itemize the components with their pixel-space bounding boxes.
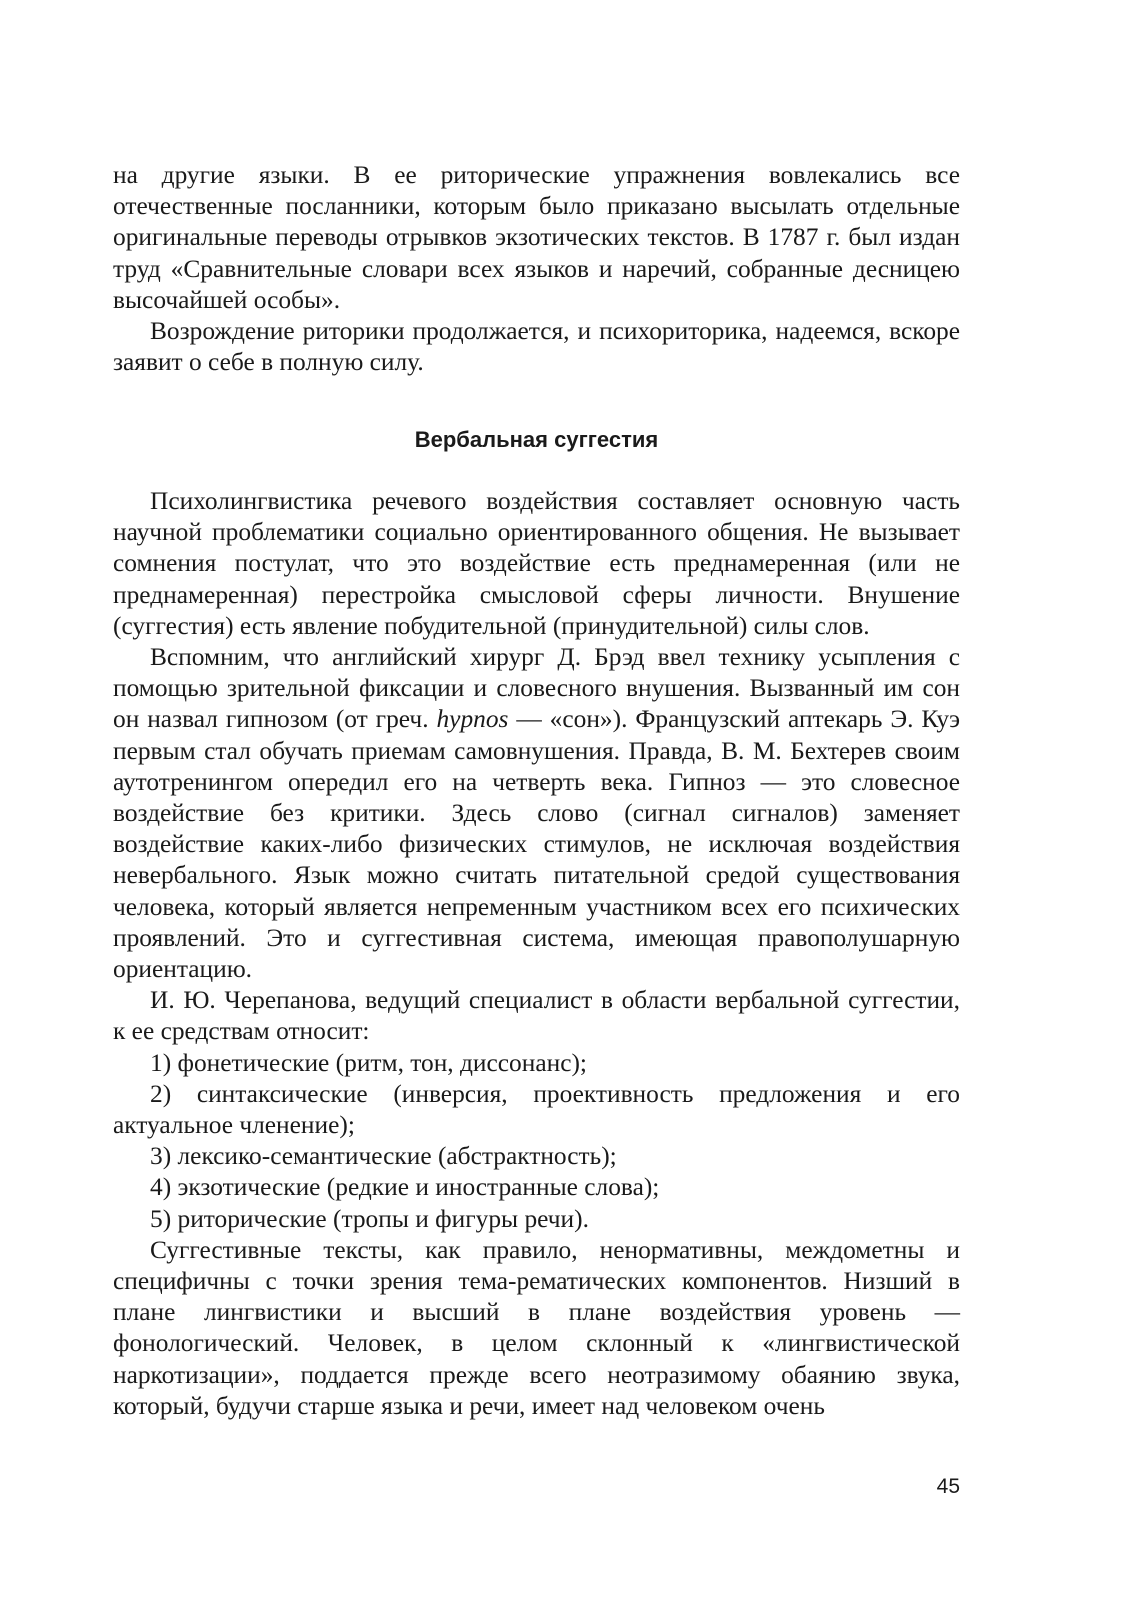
list-item: 1) фонетические (ритм, тон, диссонанс); <box>150 1048 587 1077</box>
continued-text-block <box>113 160 960 378</box>
paragraph-suggestive-texts: Суггестивные тексты, как правило, ненормативны, междометны и специфичны с точки зрения тема-рематических компонентов. Низший в плане лингвистики и высший в плане воздействия уровень — фонологический. Человек, в целом склонный к «лингвистической наркотизации», поддается прежде всего неотразимому обаянию звука, который, будучи старше языка и речи, имеет над человеком очень <box>113 1235 960 1420</box>
paragraph-hypnosis <box>113 642 960 985</box>
list-item: 5) риторические (тропы и фигуры речи). <box>150 1204 589 1233</box>
list-item: 4) экзотические (редкие и иностранные слова); <box>150 1173 660 1202</box>
section-body <box>113 486 960 1422</box>
paragraph-rhetoric-revival: Возрождение риторики продолжается, и психориторика, надеемся, вскоре заявит о себе в полную силу. <box>113 317 960 377</box>
list-item: 2) синтаксические (инверсия, проективность предложения и его актуальное членение); <box>113 1079 960 1140</box>
page-number: 45 <box>936 1475 960 1498</box>
paragraph-continued: на другие языки. В ее риторические упражнения вовлекались все отечественные посланники, которым было приказано высылать отдельные оригинальные переводы отрывков экзотических текстов. В 1787 г. был издан труд «Сравнительные словари всех языков и наречий, собранные десницею высочайшей особы». <box>113 161 960 314</box>
hypnosis-text-end: — «сон»). Французский аптекарь Э. Куэ первым стал обучать приемам самовнушения. Правда, В. М. Бехтерев своим аутотренингом опередил его на четверть века. Гипноз — это словесное воздействие без критики. Здесь слово (сигнал сигналов) заменяет воздействие каких-либо физических стимулов, не исключая воздействия невербального. Язык можно считать питательной средой существования человека, который является непременным участником всех его психических проявлений. Это и суггестивная система, имеющая правополушарную ориентацию. <box>113 705 960 984</box>
hypnosis-text-start: Вспомним, что английский хирург Д. Брэд ввел технику усыпления с помощью зрительной фиксации и словесного внушения. Вызванный им сон он назвал гипнозом (от греч. <box>113 643 960 734</box>
hypnos-term: hypnos <box>436 705 509 734</box>
list-item: 3) лексико-семантические (абстрактность); <box>150 1142 617 1171</box>
paragraph-psycholinguistics: Психолингвистика речевого воздействия составляет основную часть научной проблематики социально ориентированного общения. Не вызывает сомнения постулат, что это воздействие есть преднамеренная (или не преднамеренная) перестройка смысловой сферы личности. Внушение (суггестия) есть явление побудительной (принудительной) силы слов. <box>113 487 960 640</box>
section-heading: Вербальная суггестия <box>414 427 659 452</box>
paragraph-cherepanova: И. Ю. Черепанова, ведущий специалист в области вербальной суггестии, к ее средствам относит: <box>113 986 960 1046</box>
